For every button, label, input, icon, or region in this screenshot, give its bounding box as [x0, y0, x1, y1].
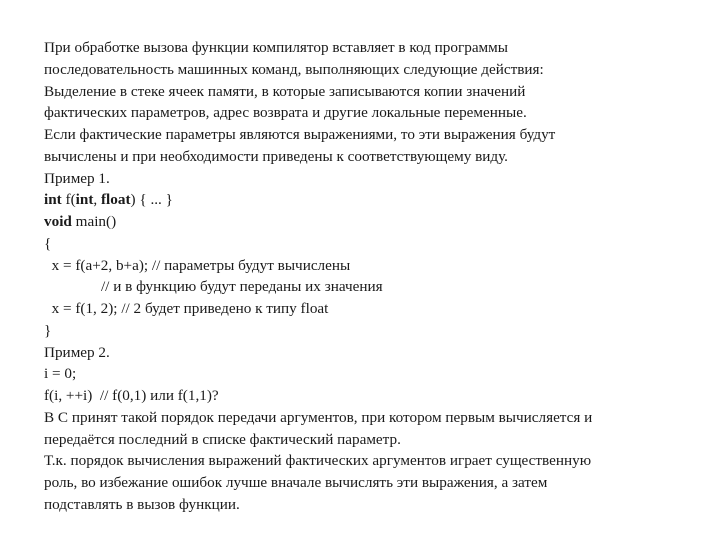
- keyword-int: int: [75, 191, 94, 209]
- code-fragment: ,: [93, 191, 101, 209]
- example1-main-declaration: [44, 211, 694, 233]
- conclusion-line: роль, во избежание ошибок лучше вначале вычислять эти выражения, а затем: [44, 474, 548, 491]
- intro-line: последовательность машинных команд, выполняющих следующие действия:: [44, 60, 544, 78]
- keyword-void: void: [44, 213, 72, 230]
- code-comment-continuation: // и в функцию будут переданы их значения: [44, 278, 383, 296]
- intro-line: фактических параметров, адрес возврата и другие локальные переменные.: [44, 104, 527, 122]
- code-statement: i = 0;: [44, 365, 77, 383]
- intro-line: Выделение в стеке ячеек памяти, в которые записываются копии значений: [44, 82, 526, 100]
- intro-line: При обработке вызова функции компилятор вставляет в код программы: [44, 39, 508, 56]
- code-fragment: f(: [61, 191, 76, 209]
- keyword-float: float: [100, 191, 131, 209]
- example2-heading: Пример 2.: [44, 343, 110, 361]
- keyword-int: int: [44, 191, 62, 209]
- code-statement: x = f(a+2, b+a); // параметры будут вычислены: [44, 256, 351, 274]
- code-fragment: ) { ... }: [130, 191, 173, 209]
- intro-line: вычислены и при необходимости приведены к соответствующему виду.: [44, 147, 508, 165]
- slide-text-block: [44, 37, 694, 516]
- conclusion-line: подставлять в вызов функции.: [44, 495, 240, 513]
- intro-line: Если фактические параметры являются выражениями, то эти выражения будут: [44, 126, 556, 143]
- code-fragment: main(): [71, 213, 117, 230]
- conclusion-line: В С принят такой порядок передачи аргументов, при котором первым вычисляется и: [44, 408, 593, 426]
- example1-function-declaration: [44, 189, 694, 211]
- code-close-brace: }: [44, 321, 52, 339]
- code-statement: f(i, ++i) // f(0,1) или f(1,1)?: [44, 387, 219, 404]
- code-statement: x = f(1, 2); // 2 будет приведено к типу float: [44, 300, 329, 317]
- example1-heading: Пример 1.: [44, 169, 110, 187]
- conclusion-line: Т.к. порядок вычисления выражений фактических аргументов играет существенную: [44, 452, 592, 470]
- code-open-brace: {: [44, 234, 52, 252]
- conclusion-line: передаётся последний в списке фактический параметр.: [44, 430, 401, 448]
